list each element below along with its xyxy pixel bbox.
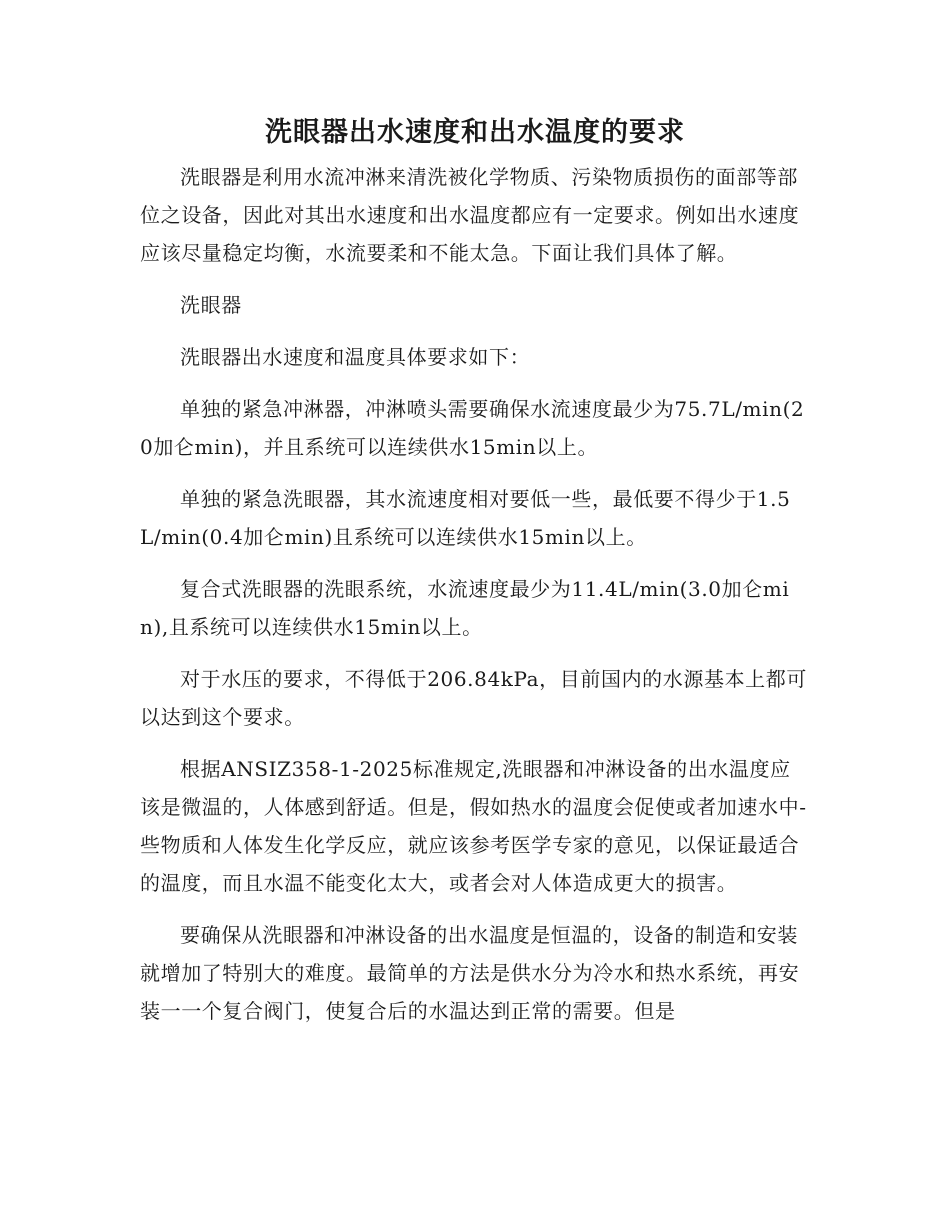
paragraph-water-pressure: 对于水压的要求，不得低于206.84kPa，目前国内的水源基本上都可以达到这个要求。	[140, 667, 807, 729]
paragraph-combination-flow: 复合式洗眼器的洗眼系统，水流速度最少为11.4L/min(3.0加仑min),且系统可以连续供水15min以上。	[140, 577, 790, 639]
paragraph-intro: 洗眼器是利用水流冲淋来清洗被化学物质、污染物质损伤的面部等部位之设备，因此对其出水速度和出水温度都应有一定要求。例如出水速度应该尽量稳定均衡，水流要柔和不能太急。下面让我们具体了解。	[140, 165, 800, 265]
paragraph-image-caption: 洗眼器	[180, 293, 242, 317]
paragraph-shower-flow: 单独的紧急冲淋器，冲淋喷头需要确保水流速度最少为75.7L/min(20加仑min)，并且系统可以连续供水15min以上。	[140, 397, 805, 459]
paragraph-requirements-heading: 洗眼器出水速度和温度具体要求如下：	[180, 345, 531, 369]
paragraph-temperature-standard: 根据ANSIZ358-1-2025标准规定,洗眼器和冲淋设备的出水温度应该是微温的，人体感到舒适。但是，假如热水的温度会促使或者加速水中-些物质和人体发生化学反应，就应该参考医学专家的意见，以保证最适合的温度，而且水温不能变化太大，或者会对人体造成更大的损害。	[140, 757, 807, 895]
paragraph-eyewash-flow: 单独的紧急洗眼器，其水流速度相对要低一些，最低要不得少于1.5L/min(0.4加仑min)且系统可以连续供水15min以上。	[140, 487, 791, 549]
document-page	[140, 108, 810, 1044]
paragraph-constant-temperature: 要确保从洗眼器和冲淋设备的出水温度是恒温的，设备的制造和安装就增加了特别大的难度。最简单的方法是供水分为冷水和热水系统，再安装一一个复合阀门，使复合后的水温达到正常的需要。但是	[140, 923, 800, 1023]
document-title: 洗眼器出水速度和出水温度的要求	[265, 117, 685, 148]
